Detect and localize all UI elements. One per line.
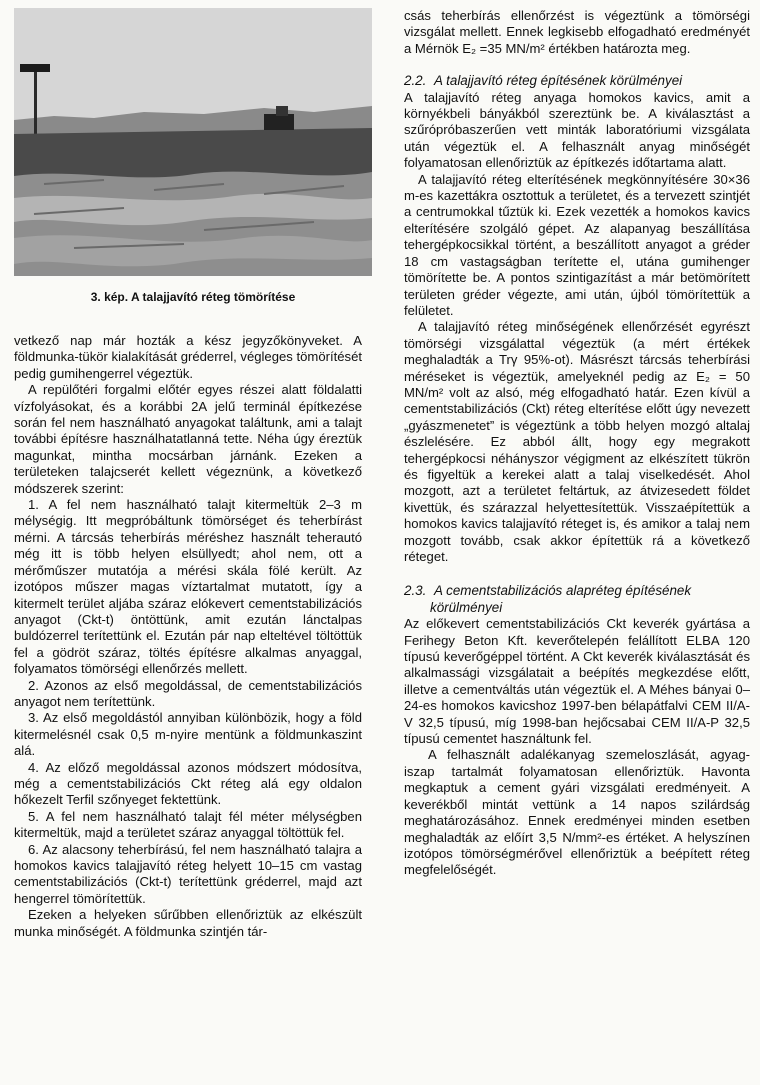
- paragraph: A felhasznált adalékanyag szemeloszlását, agyag-iszap tartalmát folyamatosan ellenőriztük. Havonta megkaptuk a cement gyári vizsgálati eredményeit. A keverékből mintát vettünk a 14 napos szilárdság meghatározásához. Ennek eredményei minden esetben meghaladták az előírt 3,5 N/mm²-es értéket. A helyszínen izotópos tömörségmérővel ellenőriztük a beépített réteg megfelelőségét.: [404, 747, 750, 878]
- section-title: A talajjavító réteg építésének körülményei: [434, 73, 683, 89]
- list-item: 3. Az első megoldástól annyiban különbözik, hogy a föld kitermelésnél csak 0,5 m-nyire mentünk a földmunkaszint alá.: [14, 710, 362, 759]
- figure-caption: 3. kép. A talajjavító réteg tömörítése: [90, 290, 296, 304]
- list-item: 5. A fel nem használható talajt fél méter mélységben kitermeltük, majd a területet száraz anyaggal töltöttük fel.: [14, 808, 362, 841]
- left-column: [14, 333, 362, 940]
- runway-compaction-photo: [14, 8, 372, 276]
- paragraph: A talajjavító réteg anyaga homokos kavics, amit a környékbeli bányákból szereztünk be. A kiválasztást a szűrópróbaszerűen vett minták laboratóriumi vizsgálata után végeztük el. A felhasznált anyag minőségét folyamatosan ellenőriztük az építkezés időtartama alatt.: [404, 89, 750, 171]
- paragraph: Ezeken a helyeken sűrűbben ellenőriztük az elkészült munka minőségét. A földmunka szintjén tár-: [14, 907, 362, 939]
- list-item: 2. Azonos az első megoldással, de cementstabilizációs anyagot nem terítettünk.: [14, 677, 362, 709]
- list-item: 6. Az alacsony teherbírású, fel nem használható talajra a homokos kavics talajjavító réteg helyett 10–15 cm vastag cementstabilizációs (Ckt-t) terítettünk gréderrel, majd azt hengerrel tömörítettük.: [14, 841, 362, 906]
- section-title-continued: körülményei: [430, 599, 503, 615]
- paragraph: csás teherbírás ellenőrzést is végeztünk a tömörségi vizsgálat mellett. Ennek legkisebb elfogadható eredményét a Mérnök E₂ =35 MN/m² értékben határozta meg.: [404, 8, 750, 56]
- paragraph: Az előkevert cementstabilizációs Ckt keverék gyártása a Ferihegy Beton Kft. keverőtelepén felállított ELBA 120 típusú keverőgéppel történt. A Ckt keverék kiválasztását és alkalmassági vizsgálatait a beépítés megkezdése előtt, illetve a cementváltás után végeztük el. A Méhes bányai 0–24-es homokos kavicshoz 1997-ben bélapátfalvi CEM II/A-V 32,5 típusú, míg 1998-ban hejőcsabai CEM II/A-P 32,5 típusú cementet használtunk fel.: [404, 616, 750, 747]
- list-item: 1. A fel nem használható talajt kitermeltük 2–3 m mélységig. Itt megpróbáltunk tömörséget és teherbírást mérni. A tárcsás teherbírás méréshez használt teherautó még itt is több helyen elsüllyedt; ahol nem, ott a mérőműszer mutatója a mérési skála fölé került. Az izotópos műszer magas víztartalmat mutatott, így a kitermelt terület aljába száraz elókevert cementstabilizációs anyagot (Ckt-t) öntöttünk, amit ezután lánctalpas buldózerrel terítettünk el. Ezután pár nap elteltével töltöttük fel a gödröt száraz, töltés építésre alkalmas anyaggal, folyamatos tömörségi ellenőrzés mellett.: [14, 497, 362, 677]
- paragraph: A repülőtéri forgalmi előtér egyes részei alatt földalatti vízfolyásokat, és a korábbi 2A jelű terminál építkezése során fel nem használható anyagokat találtunk, ami a talajt további építésre használhatatlanná tette. Néha úgy éreztük magunkat, mintha mocsárban járnánk. Ezeken a területeken talajcserét kellett végeznünk, a következő módszerek szerint:: [14, 382, 362, 496]
- section-heading-2-3: [404, 583, 750, 616]
- right-column: [404, 8, 750, 879]
- paragraph: A talajjavító réteg elterítésének megkönnyítésére 30×36 m-es kazettákra osztottuk a területet, és a tervezett szintjét a centrumokkal tűztük ki. Ezek vezették a homokos kavics elterítésére szolgáló gépet. Az alapanyag beszállítása tehergépkocsikkal történt, a beszállított anyagot a gréder 18 cm vastagságban terítette el, utána gumihenger tömörítette be. A pontos szintigazítást a már betömörített területen gréder végezte, ami után, újból tömörítettük a felületet.: [404, 171, 750, 318]
- section-number: 2.3.: [404, 583, 427, 599]
- section-heading-2-2: [404, 73, 750, 89]
- section-title: A cementstabilizációs alapréteg építésének: [434, 583, 692, 599]
- section-number: 2.2.: [404, 73, 427, 89]
- figure-photo: [14, 8, 372, 276]
- paragraph: A talajjavító réteg minőségének ellenőrzését egyrészt tömörségi vizsgálattal végeztük (a mért értékek meghaladták a Trγ 95%-ot). Másrészt tárcsás teherbírási méréseket is végeztük, amelyeknél pedig az E₂ = 50 MN/m² volt az alsó, még elfogadható határ. Ezen kívül a cementstabilizációs (Ckt) réteg elterítése előtt úgy nevezett „gyászmenetet” is végeztünk a több helyen mozgó altalaj észlelésére. Ez abból állt, hogy egy megrakott tehergépkocsi néhányszor végigment az elkészített tükrön és figyeltük a kerekei alatt a talaj viselkedését. Ahol mozgott, azt a területet feltártuk, az átvizesedett földet kivettük, és szárazzal helyettesítettük. Visszaépítettük a homokos kavics talajjavító réteget is, és amikor a talaj nem mozgott tovább, csak akkor építettük rá a következő réteget.: [404, 319, 750, 564]
- list-item: 4. Az előző megoldással azonos módszert módosítva, még a cementstabilizációs Ckt réteg alá egy oldalon hőkezelt Terfil szőnyeget fektettünk.: [14, 759, 362, 808]
- paragraph: vetkező nap már hozták a kész jegyzőkönyveket. A földmunka-tükör kialakítását gréderrel, végleges tömörítését pedig gumihengerrel végeztük.: [14, 333, 362, 381]
